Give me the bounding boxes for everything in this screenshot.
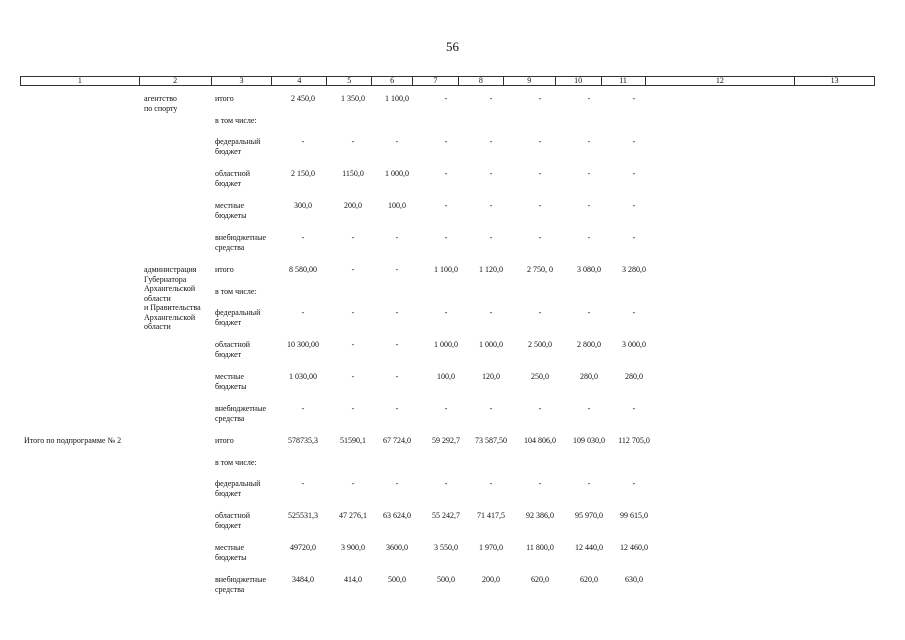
funding-source-label bbox=[215, 201, 247, 220]
funding-source-line: итого bbox=[215, 436, 234, 445]
table-cell: 92 386,0 bbox=[526, 511, 554, 520]
table-cell: 1 000,0 bbox=[434, 340, 458, 349]
table-cell: 67 724,0 bbox=[383, 436, 411, 445]
table-cell: - bbox=[351, 404, 355, 413]
table-cell: - bbox=[301, 308, 305, 317]
table-cell: 12 460,0 bbox=[620, 543, 648, 552]
funding-source-line: средства bbox=[215, 413, 245, 423]
table-cell: - bbox=[538, 137, 542, 146]
header-col-13: 13 bbox=[830, 76, 839, 85]
table-cell: 73 587,50 bbox=[475, 436, 507, 445]
funding-source-line: бюджет bbox=[215, 349, 242, 359]
table-cell: - bbox=[444, 479, 448, 488]
table-cell: - bbox=[587, 404, 591, 413]
funding-source-line: в том числе: bbox=[215, 116, 257, 125]
funding-source-line: бюджет bbox=[215, 317, 242, 327]
table-cell: - bbox=[489, 479, 493, 488]
table-cell: 47 276,1 bbox=[339, 511, 367, 520]
table-cell: 109 030,0 bbox=[573, 436, 605, 445]
funding-source-label bbox=[215, 340, 250, 359]
funding-source-line: средства bbox=[215, 584, 245, 594]
table-cell: 414,0 bbox=[344, 575, 362, 584]
table-cell: - bbox=[587, 169, 591, 178]
funding-source-label bbox=[215, 116, 257, 126]
executor-name-line: Губернатора bbox=[144, 274, 187, 284]
funding-source-label bbox=[215, 404, 266, 423]
funding-source-line: внебюджетные bbox=[215, 404, 266, 413]
table-cell: - bbox=[632, 479, 636, 488]
table-cell: 3 550,0 bbox=[434, 543, 458, 552]
table-cell: 300,0 bbox=[294, 201, 312, 210]
executor-name-line: и Правительства bbox=[144, 303, 201, 312]
table-cell: - bbox=[489, 201, 493, 210]
table-cell: 200,0 bbox=[344, 201, 362, 210]
table-cell: 1 100,0 bbox=[385, 94, 409, 103]
table-cell: - bbox=[301, 404, 305, 413]
table-cell: 280,0 bbox=[580, 372, 598, 381]
funding-source-label bbox=[215, 436, 234, 446]
funding-source-line: итого bbox=[215, 94, 234, 103]
header-col-6: 6 bbox=[372, 77, 413, 85]
header-col-11: 11 bbox=[602, 77, 646, 85]
table-cell: 63 624,0 bbox=[383, 511, 411, 520]
table-cell: - bbox=[395, 265, 399, 274]
header-col-1: 1 bbox=[21, 77, 140, 85]
table-cell: 200,0 bbox=[482, 575, 500, 584]
funding-source-line: внебюджетные bbox=[215, 233, 266, 242]
table-cell: - bbox=[587, 233, 591, 242]
funding-source-line: бюджет bbox=[215, 178, 242, 188]
table-cell: 3 280,0 bbox=[622, 265, 646, 274]
executor-name-line: агентство bbox=[144, 94, 177, 103]
table-cell: - bbox=[351, 233, 355, 242]
table-cell: 1 030,00 bbox=[289, 372, 317, 381]
table-cell: 99 615,0 bbox=[620, 511, 648, 520]
table-cell: 500,0 bbox=[388, 575, 406, 584]
funding-source-line: местные bbox=[215, 201, 245, 210]
table-header-row bbox=[20, 76, 875, 86]
table-cell: 3 000,0 bbox=[622, 340, 646, 349]
executor-name-line: области bbox=[144, 322, 171, 331]
subprogram-total-label: Итого по подпрограмме № 2 bbox=[24, 436, 122, 445]
table-cell: - bbox=[489, 308, 493, 317]
executor-name-line: по спорту bbox=[144, 103, 178, 113]
header-col-2: 2 bbox=[140, 77, 212, 85]
header-col-3: 3 bbox=[212, 77, 273, 85]
table-cell: 59 292,7 bbox=[432, 436, 460, 445]
header-col-12: 12 bbox=[646, 77, 796, 85]
executor-name-line: Архангельской bbox=[144, 284, 196, 293]
table-cell: - bbox=[351, 308, 355, 317]
table-cell: - bbox=[489, 94, 493, 103]
funding-source-line: бюджеты bbox=[215, 552, 247, 562]
funding-source-line: бюджеты bbox=[215, 381, 247, 391]
table-cell: - bbox=[538, 308, 542, 317]
table-cell: - bbox=[351, 265, 355, 274]
header-col-7: 7 bbox=[413, 77, 459, 85]
header-col-4: 4 bbox=[272, 77, 327, 85]
table-cell: - bbox=[538, 201, 542, 210]
table-cell: - bbox=[301, 233, 305, 242]
table-cell: 1 970,0 bbox=[479, 543, 503, 552]
table-cell: - bbox=[351, 137, 355, 146]
funding-source-line: областной bbox=[215, 340, 251, 349]
table-cell: - bbox=[301, 479, 305, 488]
header-col-5: 5 bbox=[327, 77, 372, 85]
table-cell: 51590,1 bbox=[340, 436, 366, 445]
funding-source-line: в том числе: bbox=[215, 458, 257, 467]
page-number: 56 bbox=[446, 39, 459, 54]
table-cell: 100,0 bbox=[388, 201, 406, 210]
table-cell: - bbox=[395, 233, 399, 242]
table-cell: - bbox=[632, 233, 636, 242]
table-cell: 1 120,0 bbox=[479, 265, 503, 274]
table-cell: - bbox=[444, 233, 448, 242]
table-cell: 71 417,5 bbox=[477, 511, 505, 520]
table-cell: 100,0 bbox=[437, 372, 455, 381]
table-cell: - bbox=[444, 308, 448, 317]
table-cell: - bbox=[632, 201, 636, 210]
table-cell: 3 080,0 bbox=[577, 265, 601, 274]
funding-source-label bbox=[215, 372, 247, 391]
table-cell: 500,0 bbox=[437, 575, 455, 584]
funding-source-line: бюджеты bbox=[215, 210, 247, 220]
funding-source-line: бюджет bbox=[215, 146, 242, 156]
funding-source-line: федеральный bbox=[215, 137, 261, 146]
funding-source-line: бюджет bbox=[215, 488, 242, 498]
table-cell: 1 100,0 bbox=[434, 265, 458, 274]
table-cell: 55 242,7 bbox=[432, 511, 460, 520]
funding-source-label bbox=[215, 308, 260, 327]
table-cell: - bbox=[444, 137, 448, 146]
table-cell: 525531,3 bbox=[288, 511, 318, 520]
table-cell: 12 440,0 bbox=[575, 543, 603, 552]
table-cell: - bbox=[632, 169, 636, 178]
table-cell: - bbox=[538, 94, 542, 103]
funding-source-label bbox=[215, 479, 260, 498]
table-cell: - bbox=[395, 340, 399, 349]
funding-source-label bbox=[215, 233, 266, 252]
funding-source-line: местные bbox=[215, 543, 245, 552]
funding-source-line: федеральный bbox=[215, 479, 261, 488]
table-cell: 11 800,0 bbox=[526, 543, 554, 552]
funding-source-label bbox=[215, 265, 234, 275]
table-cell: - bbox=[538, 233, 542, 242]
funding-source-label bbox=[215, 169, 250, 188]
table-cell: - bbox=[444, 169, 448, 178]
table-cell: - bbox=[444, 201, 448, 210]
header-col-10: 10 bbox=[556, 77, 602, 85]
table-cell: - bbox=[395, 372, 399, 381]
table-cell: 630,0 bbox=[625, 575, 643, 584]
table-cell: 49720,0 bbox=[290, 543, 316, 552]
table-cell: 1 000,0 bbox=[385, 169, 409, 178]
funding-source-label bbox=[215, 94, 234, 104]
table-cell: 104 806,0 bbox=[524, 436, 556, 445]
table-cell: 3484,0 bbox=[292, 575, 314, 584]
table-cell: - bbox=[301, 137, 305, 146]
table-cell: 3600,0 bbox=[386, 543, 408, 552]
table-cell: 2 450,0 bbox=[291, 94, 315, 103]
header-col-8: 8 bbox=[459, 77, 504, 85]
funding-source-line: бюджет bbox=[215, 520, 242, 530]
table-cell: 250,0 bbox=[531, 372, 549, 381]
table-cell: - bbox=[632, 404, 636, 413]
funding-source-label bbox=[215, 137, 260, 156]
header-col-9: 9 bbox=[504, 77, 556, 85]
funding-source-line: областной bbox=[215, 169, 251, 178]
table-cell: - bbox=[351, 340, 355, 349]
table-cell: 3 900,0 bbox=[341, 543, 365, 552]
funding-source-label bbox=[215, 511, 250, 530]
table-cell: - bbox=[632, 94, 636, 103]
funding-source-line: средства bbox=[215, 242, 245, 252]
table-cell: - bbox=[489, 404, 493, 413]
table-cell: 1 000,0 bbox=[479, 340, 503, 349]
table-cell: - bbox=[444, 94, 448, 103]
executor-name bbox=[144, 94, 177, 113]
funding-source-line: областной bbox=[215, 511, 251, 520]
table-cell: 10 300,00 bbox=[287, 340, 319, 349]
table-cell: 280,0 bbox=[625, 372, 643, 381]
table-cell: 2 750, 0 bbox=[527, 265, 553, 274]
table-cell: 2 500,0 bbox=[528, 340, 552, 349]
funding-source-line: местные bbox=[215, 372, 245, 381]
table-cell: - bbox=[351, 372, 355, 381]
executor-name-line: Архангельской bbox=[144, 312, 196, 322]
funding-source-line: федеральный bbox=[215, 308, 261, 317]
executor-name bbox=[144, 265, 201, 332]
table-cell: - bbox=[632, 137, 636, 146]
table-cell: 1 350,0 bbox=[341, 94, 365, 103]
table-cell: - bbox=[587, 201, 591, 210]
table-cell: 120,0 bbox=[482, 372, 500, 381]
table-cell: - bbox=[395, 137, 399, 146]
table-cell: - bbox=[489, 169, 493, 178]
table-cell: 1150,0 bbox=[342, 169, 364, 178]
table-cell: - bbox=[587, 94, 591, 103]
table-cell: 112 705,0 bbox=[618, 436, 650, 445]
funding-source-line: итого bbox=[215, 265, 234, 274]
table-cell: - bbox=[538, 404, 542, 413]
funding-source-line: внебюджетные bbox=[215, 575, 266, 584]
table-cell: - bbox=[538, 479, 542, 488]
table-cell: - bbox=[395, 479, 399, 488]
table-cell: - bbox=[395, 308, 399, 317]
funding-source-label bbox=[215, 458, 257, 468]
table-cell: 8 580,00 bbox=[289, 265, 317, 274]
table-cell: - bbox=[489, 233, 493, 242]
table-cell: 620,0 bbox=[580, 575, 598, 584]
table-cell: - bbox=[351, 479, 355, 488]
table-cell: 2 800,0 bbox=[577, 340, 601, 349]
table-cell: - bbox=[538, 169, 542, 178]
table-cell: - bbox=[587, 479, 591, 488]
table-cell: 95 970,0 bbox=[575, 511, 603, 520]
table-cell: 578735,3 bbox=[288, 436, 318, 445]
table-cell: - bbox=[587, 137, 591, 146]
table-cell: - bbox=[444, 404, 448, 413]
table-cell: - bbox=[587, 308, 591, 317]
funding-source-label bbox=[215, 575, 266, 594]
table-cell: - bbox=[395, 404, 399, 413]
table-cell: - bbox=[632, 308, 636, 317]
table-cell: 2 150,0 bbox=[291, 169, 315, 178]
executor-name-line: администрация bbox=[144, 265, 197, 274]
table-cell: - bbox=[489, 137, 493, 146]
table-cell: 620,0 bbox=[531, 575, 549, 584]
funding-source-line: в том числе: bbox=[215, 287, 257, 296]
funding-source-label bbox=[215, 543, 247, 562]
executor-name-line: области bbox=[144, 293, 171, 303]
funding-source-label bbox=[215, 287, 257, 297]
